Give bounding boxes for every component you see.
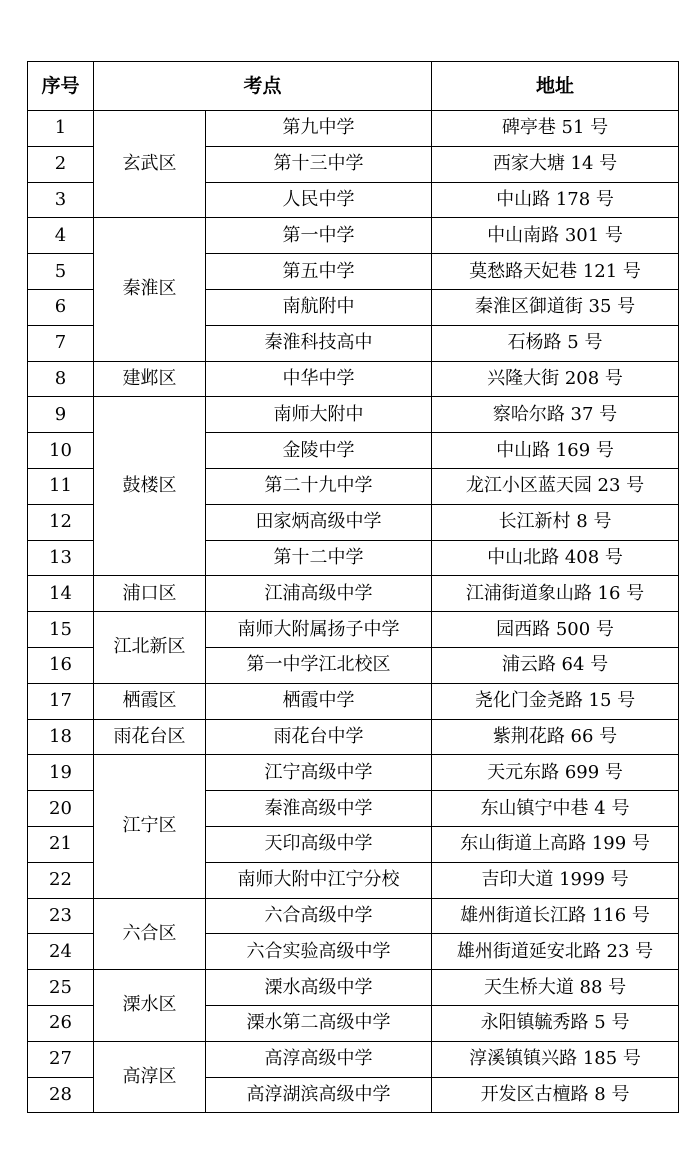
row-index: 4	[28, 218, 94, 254]
table-row	[28, 397, 679, 433]
district-cell: 建邺区	[94, 361, 206, 397]
address-cell: 中山南路 301 号	[432, 218, 679, 254]
address-cell: 龙江小区蓝天园 23 号	[432, 468, 679, 504]
address-cell: 永阳镇毓秀路 5 号	[432, 1005, 679, 1041]
row-index: 28	[28, 1077, 94, 1113]
address-cell: 开发区古檀路 8 号	[432, 1077, 679, 1113]
school-cell: 高淳高级中学	[206, 1041, 432, 1077]
row-index: 15	[28, 612, 94, 648]
district-cell: 栖霞区	[94, 683, 206, 719]
address-cell: 紫荆花路 66 号	[432, 719, 679, 755]
header-address: 地址	[432, 62, 679, 111]
exam-sites-sheet	[27, 61, 678, 1113]
row-index: 18	[28, 719, 94, 755]
table-row	[28, 719, 679, 755]
table-row	[28, 755, 679, 791]
school-cell: 人民中学	[206, 182, 432, 218]
row-index: 22	[28, 862, 94, 898]
district-cell: 秦淮区	[94, 218, 206, 361]
school-cell: 六合高级中学	[206, 898, 432, 934]
school-cell: 第一中学	[206, 218, 432, 254]
row-index: 3	[28, 182, 94, 218]
school-cell: 天印高级中学	[206, 826, 432, 862]
row-index: 7	[28, 325, 94, 361]
row-index: 20	[28, 791, 94, 827]
school-cell: 第十二中学	[206, 540, 432, 576]
row-index: 9	[28, 397, 94, 433]
table-row	[28, 683, 679, 719]
address-cell: 兴隆大街 208 号	[432, 361, 679, 397]
address-cell: 尧化门金尧路 15 号	[432, 683, 679, 719]
header-site: 考点	[94, 62, 432, 111]
district-cell: 江北新区	[94, 612, 206, 684]
address-cell: 园西路 500 号	[432, 612, 679, 648]
row-index: 25	[28, 970, 94, 1006]
school-cell: 溧水第二高级中学	[206, 1005, 432, 1041]
address-cell: 中山北路 408 号	[432, 540, 679, 576]
school-cell: 金陵中学	[206, 433, 432, 469]
row-index: 13	[28, 540, 94, 576]
address-cell: 雄州街道长江路 116 号	[432, 898, 679, 934]
row-index: 12	[28, 504, 94, 540]
district-cell: 江宁区	[94, 755, 206, 898]
school-cell: 六合实验高级中学	[206, 934, 432, 970]
address-cell: 雄州街道延安北路 23 号	[432, 934, 679, 970]
school-cell: 第九中学	[206, 111, 432, 147]
district-cell: 溧水区	[94, 970, 206, 1042]
row-index: 26	[28, 1005, 94, 1041]
address-cell: 长江新村 8 号	[432, 504, 679, 540]
row-index: 10	[28, 433, 94, 469]
address-cell: 中山路 178 号	[432, 182, 679, 218]
table-body	[28, 111, 679, 1113]
address-cell: 天元东路 699 号	[432, 755, 679, 791]
address-cell: 江浦街道象山路 16 号	[432, 576, 679, 612]
district-cell: 鼓楼区	[94, 397, 206, 576]
address-cell: 中山路 169 号	[432, 433, 679, 469]
school-cell: 秦淮高级中学	[206, 791, 432, 827]
row-index: 1	[28, 111, 94, 147]
district-cell: 雨花台区	[94, 719, 206, 755]
row-index: 27	[28, 1041, 94, 1077]
header-index: 序号	[28, 62, 94, 111]
row-index: 8	[28, 361, 94, 397]
district-cell: 浦口区	[94, 576, 206, 612]
school-cell: 溧水高级中学	[206, 970, 432, 1006]
school-cell: 南师大附中	[206, 397, 432, 433]
table-row	[28, 1041, 679, 1077]
table-row	[28, 576, 679, 612]
address-cell: 莫愁路天妃巷 121 号	[432, 254, 679, 290]
address-cell: 吉印大道 1999 号	[432, 862, 679, 898]
school-cell: 田家炳高级中学	[206, 504, 432, 540]
school-cell: 南师大附属扬子中学	[206, 612, 432, 648]
school-cell: 江浦高级中学	[206, 576, 432, 612]
table-row	[28, 970, 679, 1006]
address-cell: 天生桥大道 88 号	[432, 970, 679, 1006]
row-index: 5	[28, 254, 94, 290]
row-index: 23	[28, 898, 94, 934]
table-row	[28, 361, 679, 397]
exam-sites-table	[27, 61, 679, 1113]
address-cell: 秦淮区御道街 35 号	[432, 289, 679, 325]
school-cell: 中华中学	[206, 361, 432, 397]
row-index: 16	[28, 647, 94, 683]
address-cell: 东山街道上高路 199 号	[432, 826, 679, 862]
school-cell: 第十三中学	[206, 146, 432, 182]
school-cell: 南师大附中江宁分校	[206, 862, 432, 898]
school-cell: 南航附中	[206, 289, 432, 325]
district-cell: 高淳区	[94, 1041, 206, 1113]
address-cell: 淳溪镇镇兴路 185 号	[432, 1041, 679, 1077]
district-cell: 六合区	[94, 898, 206, 970]
school-cell: 秦淮科技高中	[206, 325, 432, 361]
header-row	[28, 62, 679, 111]
table-row	[28, 612, 679, 648]
address-cell: 察哈尔路 37 号	[432, 397, 679, 433]
table-row	[28, 898, 679, 934]
row-index: 17	[28, 683, 94, 719]
school-cell: 高淳湖滨高级中学	[206, 1077, 432, 1113]
table-row	[28, 111, 679, 147]
row-index: 19	[28, 755, 94, 791]
row-index: 24	[28, 934, 94, 970]
school-cell: 江宁高级中学	[206, 755, 432, 791]
school-cell: 雨花台中学	[206, 719, 432, 755]
district-cell: 玄武区	[94, 111, 206, 218]
address-cell: 碑亭巷 51 号	[432, 111, 679, 147]
row-index: 6	[28, 289, 94, 325]
address-cell: 东山镇宁中巷 4 号	[432, 791, 679, 827]
row-index: 2	[28, 146, 94, 182]
row-index: 21	[28, 826, 94, 862]
row-index: 11	[28, 468, 94, 504]
row-index: 14	[28, 576, 94, 612]
table-row	[28, 218, 679, 254]
school-cell: 第二十九中学	[206, 468, 432, 504]
address-cell: 石杨路 5 号	[432, 325, 679, 361]
school-cell: 第一中学江北校区	[206, 647, 432, 683]
school-cell: 栖霞中学	[206, 683, 432, 719]
address-cell: 西家大塘 14 号	[432, 146, 679, 182]
address-cell: 浦云路 64 号	[432, 647, 679, 683]
school-cell: 第五中学	[206, 254, 432, 290]
